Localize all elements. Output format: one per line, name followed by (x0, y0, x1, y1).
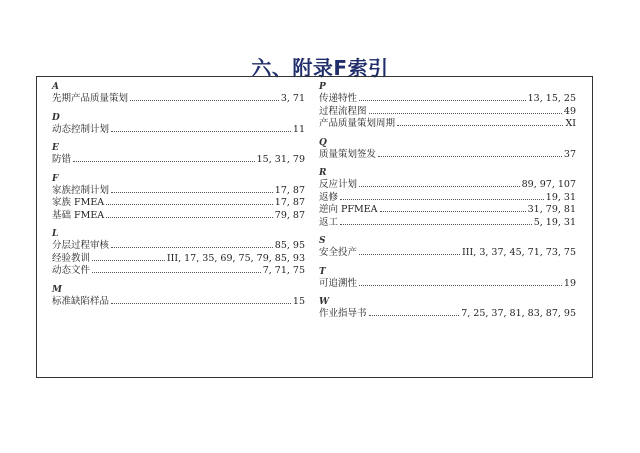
entry-pages: 5, 19, 31 (533, 216, 576, 228)
index-entry (52, 185, 305, 198)
section-letter: P (319, 82, 326, 92)
entry-pages: 37 (563, 148, 576, 160)
index-entry (52, 296, 305, 309)
entry-pages: III, 17, 35, 69, 75, 79, 85, 93 (166, 252, 305, 264)
entry-term: 防错 (52, 154, 72, 165)
entry-term: 逆向 PFMEA (319, 204, 378, 215)
dot-leader (359, 285, 562, 286)
index-section-p (319, 81, 576, 131)
dot-leader (92, 260, 165, 261)
dot-leader (397, 125, 563, 126)
dot-leader (111, 131, 291, 132)
entry-term: 产品质量策划周期 (319, 118, 396, 129)
index-section-f (52, 173, 305, 223)
entry-term: 返工 (319, 216, 339, 228)
index-column-left (52, 81, 305, 308)
dot-leader (73, 161, 255, 162)
dot-leader (130, 100, 279, 101)
section-letter: T (319, 266, 326, 277)
entry-term: 基础 FMEA (52, 209, 105, 221)
dot-leader (106, 217, 273, 218)
entry-pages: 79, 87 (274, 209, 305, 221)
index-entry (319, 192, 576, 205)
section-letter: M (52, 284, 62, 295)
entry-pages: 19, 31 (545, 191, 576, 203)
index-section-s (319, 235, 576, 260)
dot-leader (92, 272, 261, 273)
index-section-l (52, 228, 305, 278)
entry-pages: 7, 25, 37, 81, 83, 87, 95 (461, 308, 576, 319)
entry-pages: 7, 71, 75 (262, 265, 305, 276)
entry-pages: 49 (563, 105, 576, 117)
dot-leader (359, 254, 460, 255)
section-letter: E (52, 143, 59, 153)
entry-pages: 13, 15, 25 (527, 93, 576, 104)
dot-leader (111, 303, 291, 304)
entry-term: 动态控制计划 (52, 123, 110, 135)
index-entry (319, 93, 576, 106)
entry-term: 标准缺陷样品 (52, 295, 110, 307)
entry-term: 返修 (319, 191, 339, 203)
dot-leader (106, 204, 273, 205)
index-column-right (319, 81, 576, 321)
section-letter: R (319, 168, 327, 178)
index-entry (319, 247, 576, 260)
index-entry (319, 217, 576, 230)
section-letter: W (319, 297, 330, 307)
index-entry (52, 154, 305, 167)
entry-term: 经验教训 (52, 252, 91, 264)
page-title: 六、附录F索引 (251, 56, 389, 80)
dot-leader (340, 224, 532, 225)
index-section-a (52, 81, 305, 106)
section-letter: S (319, 236, 326, 246)
entry-term: 家族控制计划 (52, 184, 110, 196)
entry-term: 家族 FMEA (52, 197, 105, 208)
entry-term: 传递特性 (319, 93, 358, 104)
index-entry (319, 308, 576, 321)
index-entry (319, 278, 576, 291)
index-entry (52, 197, 305, 210)
entry-term: 反应计划 (319, 179, 358, 190)
entry-term: 动态文件 (52, 265, 91, 276)
entry-term: 质量策划签发 (319, 148, 377, 160)
index-section-r (319, 167, 576, 229)
index-section-t (319, 266, 576, 291)
entry-pages: 15 (292, 295, 305, 307)
index-section-d (52, 112, 305, 137)
section-letter: L (52, 229, 59, 239)
index-section-w (319, 296, 576, 321)
entry-pages: 89, 97, 107 (521, 179, 576, 190)
dot-leader (380, 211, 526, 212)
dot-leader (359, 186, 520, 187)
dot-leader (369, 113, 562, 114)
index-entry (52, 210, 305, 223)
dot-leader (111, 247, 273, 248)
entry-pages: 11 (292, 123, 305, 135)
entry-pages: 17, 87 (274, 197, 305, 208)
section-letter: Q (319, 137, 327, 148)
entry-pages: 15, 31, 79 (256, 154, 305, 165)
index-entry (52, 124, 305, 137)
index-entry (319, 149, 576, 162)
index-section-e (52, 142, 305, 167)
entry-pages: 19 (563, 277, 576, 289)
index-entry (52, 93, 305, 106)
entry-pages: 17, 87 (274, 184, 305, 196)
index-entry (52, 240, 305, 253)
index-box (36, 76, 593, 378)
entry-pages: 31, 79, 81 (527, 204, 576, 215)
index-entry (319, 204, 576, 217)
entry-term: 过程流程图 (319, 105, 367, 117)
entry-pages: 3, 71 (280, 93, 305, 104)
dot-leader (359, 100, 526, 101)
entry-pages: XI (565, 118, 576, 129)
entry-pages: 85, 95 (274, 240, 305, 251)
entry-term: 作业指导书 (319, 308, 367, 319)
index-entry (52, 265, 305, 278)
dot-leader (340, 199, 544, 200)
index-section-m (52, 284, 305, 309)
dot-leader (369, 315, 460, 316)
index-entry (52, 253, 305, 266)
entry-term: 安全投产 (319, 247, 358, 258)
section-letter: F (52, 173, 59, 184)
section-letter: D (52, 112, 60, 123)
entry-term: 分层过程审核 (52, 240, 110, 251)
entry-term: 先期产品质量策划 (52, 93, 129, 104)
index-entry (319, 179, 576, 192)
entry-pages: III, 3, 37, 45, 71, 73, 75 (462, 247, 576, 258)
index-section-q (319, 137, 576, 162)
entry-term: 可追溯性 (319, 277, 358, 289)
dot-leader (111, 192, 273, 193)
index-entry (319, 118, 576, 131)
index-entry (319, 106, 576, 119)
dot-leader (378, 156, 562, 157)
section-letter: A (52, 82, 59, 92)
